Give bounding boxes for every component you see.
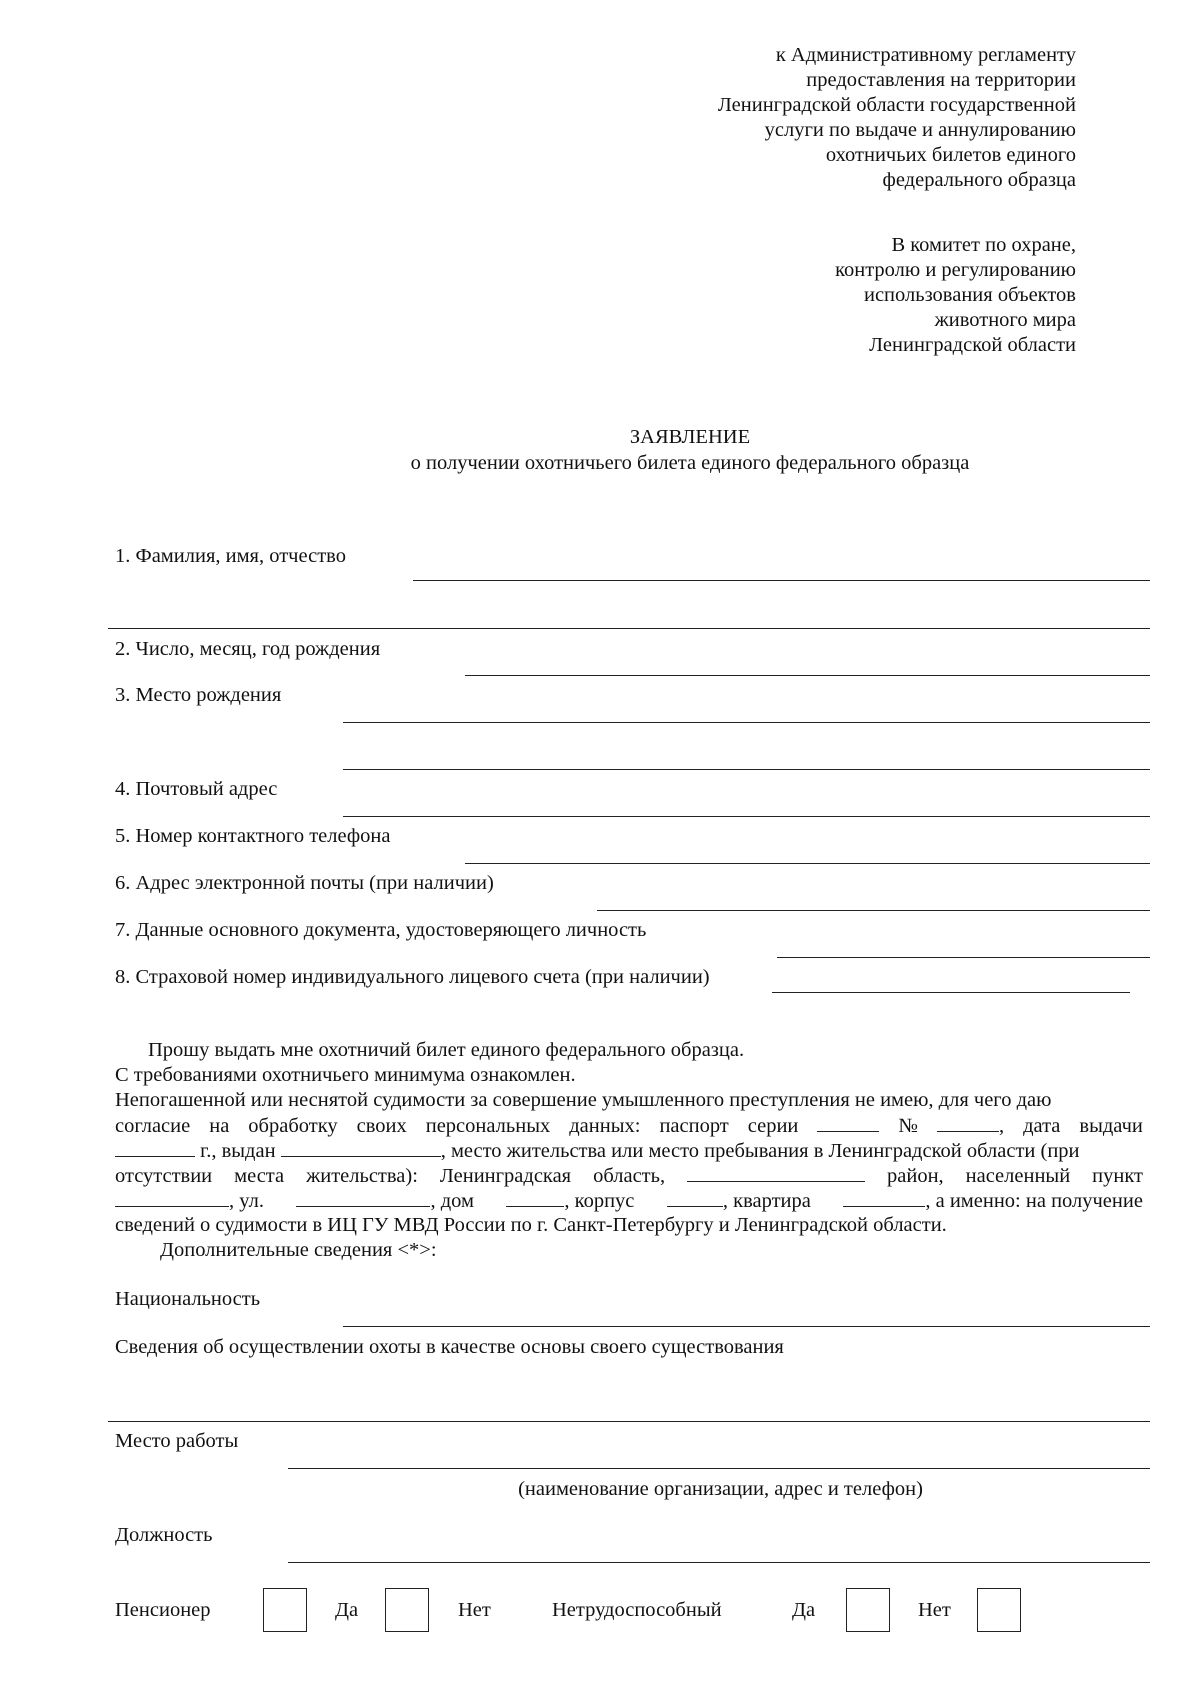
workplace-input-line[interactable] xyxy=(288,1446,1150,1469)
disabled-yes-label: Да xyxy=(792,1599,816,1621)
consent-word: места xyxy=(234,1165,285,1187)
consent-word: район, xyxy=(887,1165,944,1187)
street-blank[interactable] xyxy=(296,1189,430,1207)
field-label-id-document: 7. Данные основного документа, удостоверяющего личность xyxy=(115,919,647,941)
consent-word: отсутствии xyxy=(115,1165,213,1187)
header-line-2: предоставления на территории xyxy=(806,69,1076,91)
pensioner-yes-checkbox[interactable] xyxy=(263,1588,307,1632)
disabled-no-checkbox[interactable] xyxy=(977,1588,1021,1632)
consent-word: область, xyxy=(593,1165,666,1187)
passport-number-blank[interactable] xyxy=(937,1114,999,1132)
consent-word: пункт xyxy=(1092,1165,1143,1187)
fullname-input-line[interactable] xyxy=(413,558,1150,581)
field-label-birthdate: 2. Число, месяц, год рождения xyxy=(115,638,381,660)
issued-text: г., выдан xyxy=(200,1140,276,1162)
addressee-line-2: контролю и регулированию xyxy=(835,259,1076,281)
residence-text: , место жительства или место пребывания в Ленинградской области (при xyxy=(440,1140,1080,1162)
street-label: , ул. xyxy=(229,1190,264,1212)
birthplace-input-line[interactable] xyxy=(343,700,1150,723)
disabled-yes-checkbox[interactable] xyxy=(846,1588,890,1632)
consent-word: данных: xyxy=(569,1115,641,1137)
position-input-line[interactable] xyxy=(288,1540,1150,1563)
postal-address-input-line[interactable] xyxy=(343,794,1150,817)
consent-word: Ленинградская xyxy=(439,1165,572,1187)
consent-line-address xyxy=(115,1189,1143,1213)
pensioner-no-label: Нет xyxy=(458,1599,491,1621)
comma: , xyxy=(998,1115,1005,1137)
pensioner-no-checkbox[interactable] xyxy=(385,1588,429,1632)
house-label: , дом xyxy=(430,1190,474,1212)
consent-word: своих xyxy=(356,1115,407,1137)
document-title: ЗАЯВЛЕНИЕ xyxy=(629,426,751,448)
building-label: , корпус xyxy=(564,1190,635,1212)
field-label-snils: 8. Страховой номер индивидуального лицевого счета (при наличии) xyxy=(115,966,710,988)
apartment-label: , квартира xyxy=(722,1190,811,1212)
birthplace-input-line-2[interactable] xyxy=(343,747,1150,770)
request-paragraph: Прошу выдать мне охотничий билет единого федерального образца. xyxy=(148,1039,745,1061)
pensioner-label: Пенсионер xyxy=(115,1599,211,1621)
field-label-postal-address: 4. Почтовый адрес xyxy=(115,778,278,800)
building-blank[interactable] xyxy=(667,1189,723,1207)
house-blank[interactable] xyxy=(506,1189,564,1207)
criminal-record-statement: Непогашенной или неснятой судимости за совершение умышленного преступления не имею, для чего даю xyxy=(115,1089,1052,1111)
email-input-line[interactable] xyxy=(597,888,1150,911)
consent-line-issued xyxy=(115,1139,1080,1163)
disabled-no-label: Нет xyxy=(918,1599,951,1621)
addressee-line-5: Ленинградской области xyxy=(869,334,1076,356)
consent-word: паспорт xyxy=(659,1115,729,1137)
issue-date-blank[interactable] xyxy=(115,1139,195,1157)
consent-word: дата xyxy=(1023,1115,1061,1137)
fullname-input-line-2[interactable] xyxy=(108,606,1150,629)
nationality-input-line[interactable] xyxy=(343,1304,1150,1327)
birthdate-input-line[interactable] xyxy=(465,653,1150,676)
consent-line-region xyxy=(115,1164,1143,1188)
header-line-3: Ленинградской области государственной xyxy=(717,94,1076,116)
disabled-label: Нетрудоспособный xyxy=(552,1599,722,1621)
header-line-4: услуги по выдаче и аннулированию xyxy=(764,119,1076,141)
consent-word: жительства): xyxy=(306,1165,418,1187)
hunting-minimum-statement: С требованиями охотничьего минимума ознакомлен. xyxy=(115,1064,576,1086)
header-line-5: охотничьих билетов единого xyxy=(825,144,1076,166)
phone-input-line[interactable] xyxy=(465,841,1150,864)
header-line-6: федерального образца xyxy=(882,169,1076,191)
district-blank[interactable] xyxy=(687,1164,865,1182)
nationality-label: Национальность xyxy=(115,1288,261,1310)
addressee-line-1: В комитет по охране, xyxy=(891,234,1076,256)
settlement-blank[interactable] xyxy=(115,1189,229,1207)
consent-word: на xyxy=(209,1115,230,1137)
hunting-livelihood-input-line[interactable] xyxy=(108,1399,1150,1422)
workplace-hint: (наименование организации, адрес и телефон) xyxy=(518,1478,923,1500)
field-label-email: 6. Адрес электронной почты (при наличии) xyxy=(115,872,494,894)
issued-by-blank[interactable] xyxy=(281,1139,441,1157)
snils-input-line[interactable] xyxy=(772,970,1130,993)
addressee-line-3: использования объектов xyxy=(863,284,1076,306)
consent-word: согласие xyxy=(115,1115,191,1137)
position-label: Должность xyxy=(115,1524,213,1546)
field-label-fullname: 1. Фамилия, имя, отчество xyxy=(115,545,346,567)
consent-line-passport xyxy=(115,1114,1143,1138)
apartment-blank[interactable] xyxy=(843,1189,925,1207)
pensioner-yes-label: Да xyxy=(335,1599,359,1621)
criminal-record-info-line: сведений о судимости в ИЦ ГУ МВД России по г. Санкт-Петербургу и Ленинградской области. xyxy=(115,1214,947,1236)
additional-info-heading: Дополнительные сведения <*>: xyxy=(160,1239,437,1261)
number-sign: № xyxy=(898,1115,918,1137)
purpose-text: , а именно: на получение xyxy=(925,1190,1143,1212)
id-document-input-line[interactable] xyxy=(777,935,1150,958)
workplace-label: Место работы xyxy=(115,1430,239,1452)
consent-word: населенный xyxy=(965,1165,1071,1187)
header-line-1: к Административному регламенту xyxy=(775,44,1076,66)
field-label-birthplace: 3. Место рождения xyxy=(115,684,282,706)
addressee-line-4: животного мира xyxy=(934,309,1076,331)
consent-word: обработку xyxy=(248,1115,338,1137)
consent-word: выдачи xyxy=(1079,1115,1143,1137)
hunting-livelihood-label: Сведения об осуществлении охоты в качестве основы своего существования xyxy=(115,1336,784,1358)
field-label-phone: 5. Номер контактного телефона xyxy=(115,825,391,847)
passport-series-blank[interactable] xyxy=(817,1114,879,1132)
consent-word: серии xyxy=(747,1115,799,1137)
consent-word: персональных xyxy=(425,1115,551,1137)
document-subtitle: о получении охотничьего билета единого федерального образца xyxy=(410,452,970,474)
